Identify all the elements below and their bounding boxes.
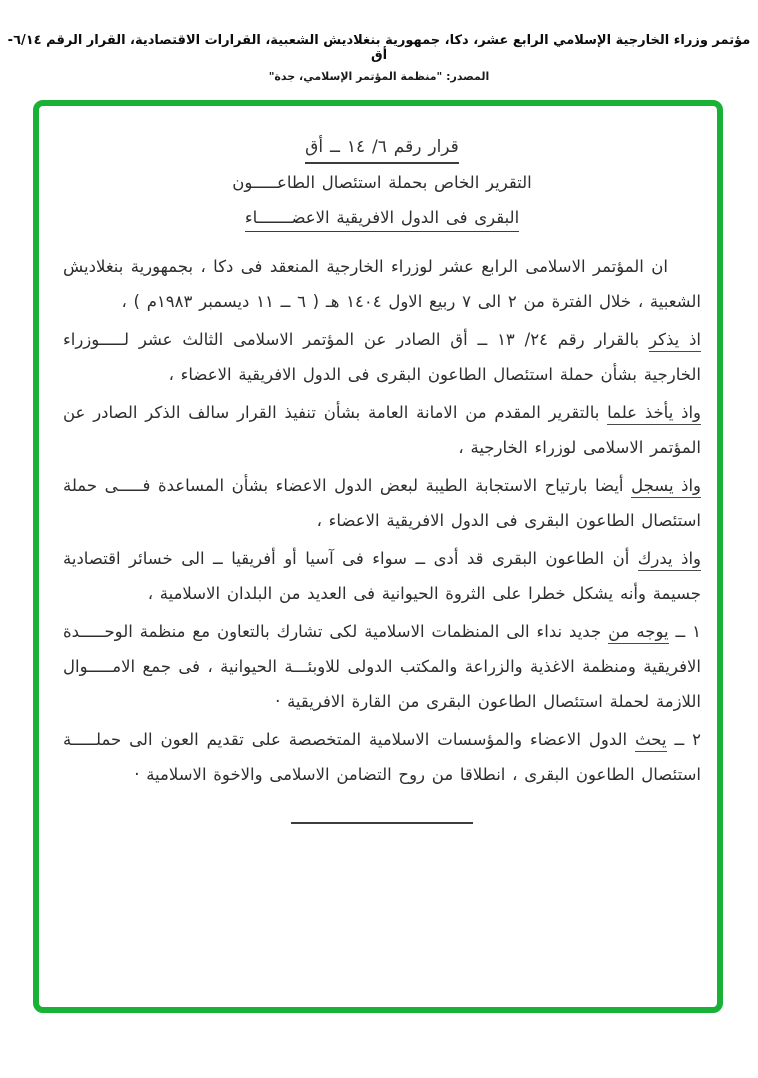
citation-line: مؤتمر وزراء الخارجية الإسلامي الرابع عشر، دكا، جمهورية بنغلاديش الشعبية، القرارات الاقتصادية، القرار الرقم ٦/١٤-أق (7, 33, 751, 63)
green-document-frame (33, 100, 723, 1013)
item-number: ٢ ــ (674, 730, 702, 749)
preamble-lead: واذ يدرك (638, 549, 701, 571)
source-line: المصدر: "منظمة المؤتمر الإسلامي، جدة" (268, 70, 490, 83)
resolution-number-title: قرار رقم ٦/ ١٤ ــ أق (63, 130, 701, 165)
item-lead: يحث (635, 730, 666, 752)
preamble-paragraph (63, 541, 701, 611)
preamble-text: أيضا بارتياح الاستجابة الطيبة لبعض الدول الاعضاء بشأن المساعدة فـــــى حملة استئصال الطاعون البقرى فى الدول الافريقية الاعضاء ، (63, 476, 701, 530)
document-citation-header (0, 33, 758, 83)
preamble-lead: واذ يأخذ علما (607, 403, 701, 425)
divider-line (291, 822, 473, 824)
resolution-subject-line-2: البقرى فى الدول الافريقية الاعضـــــــاء (63, 200, 701, 235)
preamble-paragraph (63, 468, 701, 538)
preamble-text: بالتقرير المقدم من الامانة العامة بشأن تنفيذ القرار سالف الذكر الصادر عن المؤتمر الاسلامى لوزراء الخارجية ، (63, 403, 701, 457)
preamble-text: ان المؤتمر الاسلامى الرابع عشر لوزراء الخارجية المنعقد فى دكا ، بجمهورية بنغلاديش الشعبية ، خلال الفترة من ٢ الى ٧ ربيع الاول ١٤٠٤ هـ ( ٦ ــ ١١ ديسمبر ١٩٨٣م ) ، (63, 257, 701, 311)
document-body (39, 106, 717, 1007)
title-block (63, 130, 701, 235)
item-text: الدول الاعضاء والمؤسسات الاسلامية المتخصصة على تقديم العون الى حملـــــة استئصال الطاعون البقرى ، انطلاقا من روح التضامن الاسلامى والاخوة الاسلامية · (63, 730, 701, 784)
preamble-paragraph (63, 322, 701, 392)
operative-item (63, 614, 701, 719)
preamble-lead: اذ يذكر (649, 330, 701, 352)
preamble-paragraph (63, 395, 701, 465)
preamble-paragraph (63, 249, 701, 319)
preamble-text: بالقرار رقم ٢٤/ ١٣ ــ أق الصادر عن المؤتمر الاسلامى الثالث عشر لـــــوزراء الخارجية بشأن حملة استئصال الطاعون البقرى فى الدول الافريقية الاعضاء ، (63, 330, 701, 384)
preamble-text: أن الطاعون البقرى قد أدى ــ سواء فى آسيا أو أفريقيا ــ الى خسائر اقتصادية جسيمة وأنه يشكل خطرا على الثروة الحيوانية فى العديد من البلدان الاسلامية ، (63, 549, 701, 603)
item-number: ١ ــ (675, 622, 702, 641)
operative-item (63, 722, 701, 792)
item-text: جديد نداء الى المنظمات الاسلامية لكى تشارك بالتعاون مع منظمة الوحـــــدة الافريقية ومنظمة الاغذية والزراعة والمكتب الدولى للاوبئـــة الحيوانية ، فى جمع الامـــــوال اللازمة لحملة استئصال الطاعون البقرى من القارة الافريقية · (63, 622, 701, 711)
preamble-lead: واذ يسجل (631, 476, 701, 498)
item-lead: يوجه من (608, 622, 669, 644)
resolution-subject-line-1: التقرير الخاص بحملة استئصال الطاعـــــون (232, 173, 532, 192)
